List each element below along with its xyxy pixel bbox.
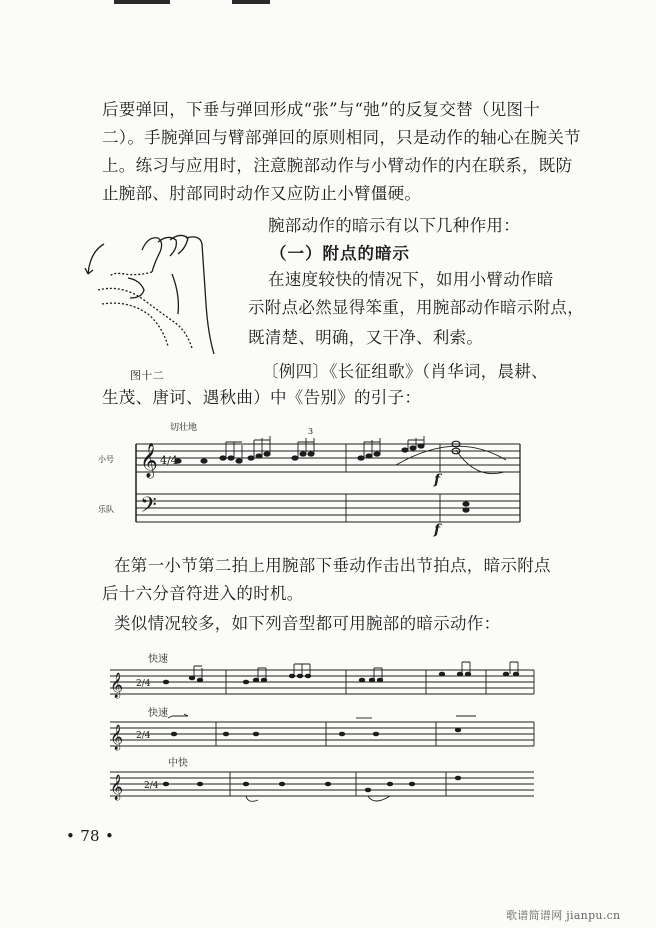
example-title: 生茂、唐诃、遇秋曲）中《告别》的引子： <box>102 388 422 407</box>
paragraph-line: 既清楚、明确，又干净、利索。 <box>248 328 484 347</box>
time-signature: 4/4 <box>160 454 178 467</box>
time-signature: 2/4 <box>136 679 151 689</box>
tempo-marking: 切壮地 <box>170 423 198 433</box>
paragraph-line: 类似情况较多，如下列音型都可用腕部的暗示动作： <box>114 614 501 633</box>
paragraph-line: 后要弹回，下垂与弹回形成“张”与“弛”的反复交替（见图十 <box>102 100 541 119</box>
paragraph-line: 止腕部、肘部同时动作又应防止小臂僵硬。 <box>102 184 422 203</box>
triplet-mark: 3 <box>308 427 314 436</box>
paragraph-line: 二）。手腕弹回与臂部弹回的原则相同，只是动作的轴心在腕关节 <box>102 128 581 147</box>
page-number: • 78 • <box>66 827 115 845</box>
top-edge-mark <box>232 0 270 4</box>
tempo-marking: 快速 <box>148 708 168 719</box>
svg-text:𝄞: 𝄞 <box>110 775 124 800</box>
watermark: 歌谱简谱网 jianpu.cn <box>506 909 621 922</box>
time-signature: 2/4 <box>136 731 151 741</box>
paragraph-line: 后十六分音符进入的时机。 <box>102 584 304 603</box>
time-signature: 2/4 <box>144 781 159 791</box>
example-title: 〔例四〕《长征组歌》（肖华词，晨耕、 <box>262 362 548 381</box>
tempo-marking: 中快 <box>168 758 188 769</box>
rhythm-pattern-scores <box>106 650 540 810</box>
dynamic-forte: f <box>434 472 441 488</box>
dynamic-forte: f <box>434 522 441 538</box>
svg-text:𝄞: 𝄞 <box>110 725 124 750</box>
top-edge-mark <box>114 0 170 4</box>
figure-caption: 图十二 <box>130 369 164 382</box>
hand-illustration <box>82 214 222 364</box>
staff-label-trumpet: 小号 <box>98 455 114 464</box>
treble-clef: 𝄞 <box>140 443 158 478</box>
section-heading: （一）附点的暗示 <box>270 244 410 263</box>
score-example-4 <box>96 420 536 538</box>
intro-line: 腕部动作的暗示有以下几种作用： <box>268 216 520 235</box>
paragraph-line: 示附点必然显得笨重，用腕部动作暗示附点， <box>248 298 584 317</box>
staff-label-orchestra: 乐队 <box>98 505 114 514</box>
paragraph-line: 上。练习与应用时，注意腕部动作与小臂动作的内在联系，既防 <box>102 156 573 175</box>
bass-clef: 𝄢 <box>140 493 157 523</box>
svg-text:𝄞: 𝄞 <box>110 673 124 698</box>
tempo-marking: 快速 <box>148 654 168 665</box>
paragraph-line: 在第一小节第二拍上用腕部下垂动作击出节拍点，暗示附点 <box>114 556 551 575</box>
paragraph-line: 在速度较快的情况下，如用小臂动作暗 <box>268 270 554 289</box>
